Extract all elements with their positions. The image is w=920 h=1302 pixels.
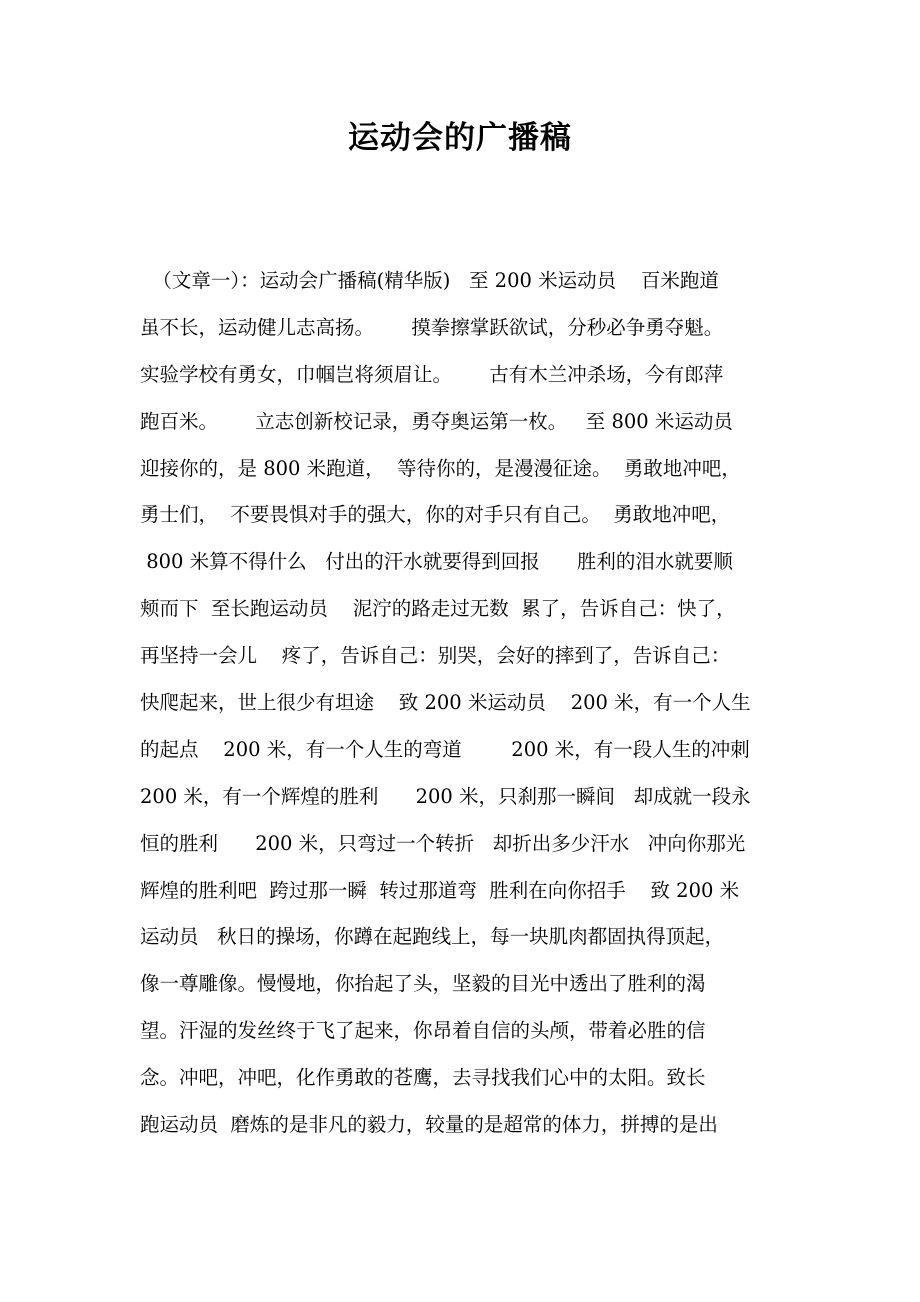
body-line: 的起点 200 米，有一个人生的弯道 200 米，有一段人生的冲刺 <box>140 737 750 761</box>
body-line: 像一尊雕像。慢慢地，你抬起了头，坚毅的目光中透出了胜利的渴 <box>140 972 706 996</box>
body-line: 迎接你的，是 800 米跑道， 等待你的，是漫漫征途。 勇敢地冲吧， <box>140 456 741 480</box>
body-line: 恒的胜利 200 米，只弯过一个转折 却折出多少汗水 冲向你那光 <box>140 831 746 855</box>
body-line: 勇士们， 不要畏惧对手的强大，你的对手只有自己。 勇敢地冲吧， <box>140 503 731 527</box>
body-line: 再坚持一会儿 疼了，告诉自己：别哭，会好的摔到了，告诉自己： <box>140 644 731 668</box>
body-line: 快爬起来，世上很少有坦途 致 200 米运动员 200 米，有一个人生 <box>140 691 751 715</box>
body-line: 望。汗湿的发丝终于飞了起来，你昂着自信的头颅，带着必胜的信 <box>140 1019 706 1043</box>
body-line: 辉煌的胜利吧 跨过那一瞬 转过那道弯 胜利在向你招手 致 200 米 <box>140 878 740 902</box>
document-body <box>140 258 780 1149</box>
body-line: 800 米算不得什么 付出的汗水就要得到回报 胜利的泪水就要顺 <box>140 550 733 574</box>
body-line: 虽不长，运动健儿志高扬。 摸拳擦掌跃欲试，分秒必争勇夺魁。 <box>140 315 724 339</box>
document-title: 运动会的广播稿 <box>348 120 572 156</box>
body-line: 跑百米。 立志创新校记录，勇夺奥运第一枚。 至 800 米运动员 <box>140 409 733 433</box>
body-line: 颊而下 至长跑运动员 泥泞的路走过无数 累了，告诉自己：快了， <box>140 597 736 621</box>
body-line: 实验学校有勇女，巾帼岂将须眉让。 古有木兰冲杀场，今有郎萍 <box>140 362 724 386</box>
body-line: 运动员 秋日的操场，你蹲在起跑线上，每一块肌肉都固执得顶起， <box>140 925 725 949</box>
body-line: 200 米，有一个辉煌的胜利 200 米，只刹那一瞬间 却成就一段永 <box>140 784 751 808</box>
body-line: 跑运动员 磨炼的是非凡的毅力，较量的是超常的体力，拼搏的是出 <box>140 1113 718 1137</box>
body-line: 念。冲吧，冲吧，化作勇敢的苍鹰，去寻找我们心中的太阳。致长 <box>140 1066 706 1090</box>
body-line: （文章一）：运动会广播稿(精华版) 至 200 米运动员 百米跑道 <box>140 269 719 292</box>
